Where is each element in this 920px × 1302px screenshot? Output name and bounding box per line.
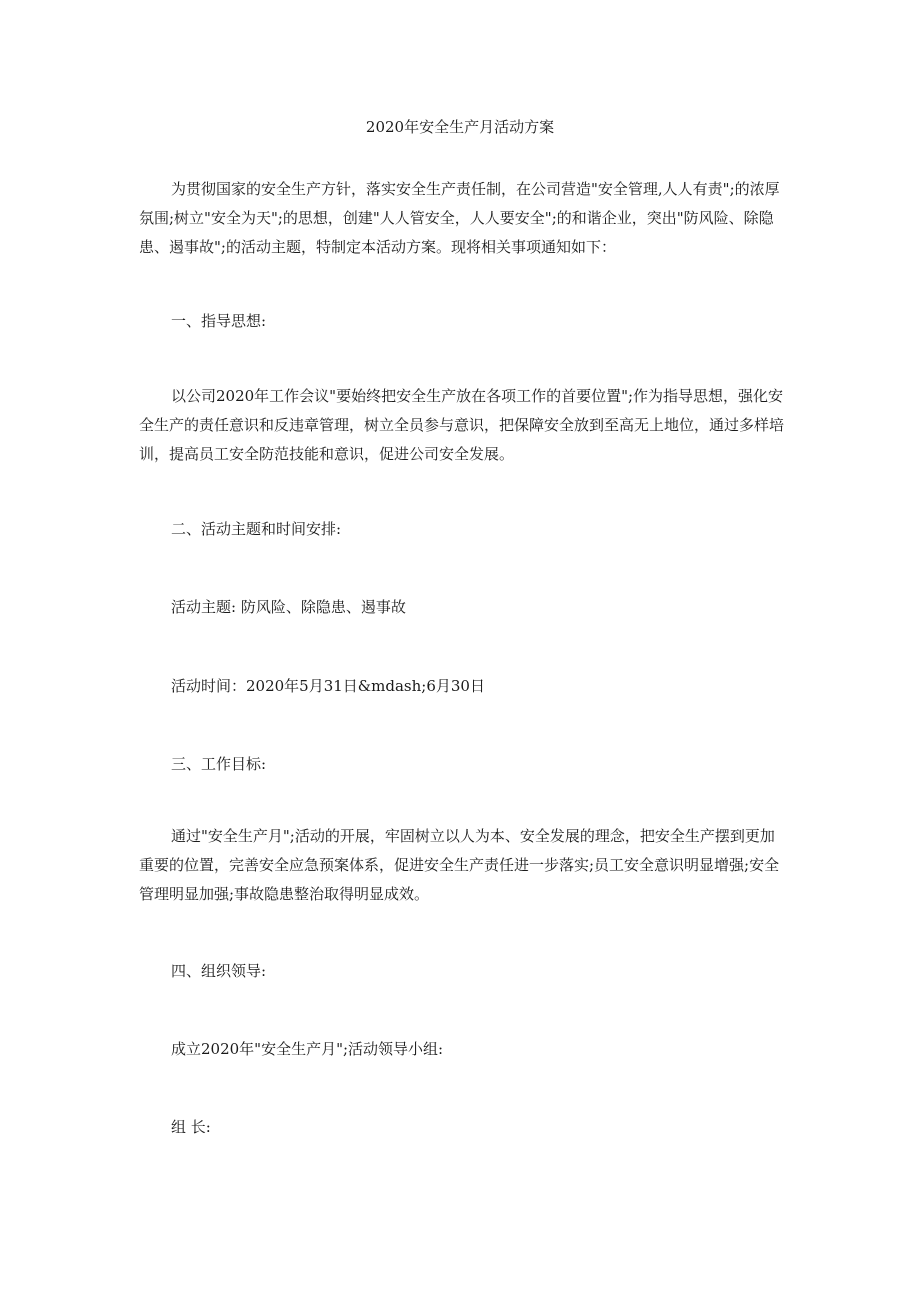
section-4-body: 成立2020年"安全生产月";活动领导小组: xyxy=(171,1040,444,1058)
section-3-body: 通过"安全生产月";活动的开展，牢固树立以人为本、安全发展的理念，把安全生产摆到更加重要的位置，完善安全应急预案体系，促进安全生产责任进一步落实;员工安全意识明显增强;安全管理明显加强;事故隐患整治取得明显成效。 xyxy=(139,827,780,903)
activity-time: 活动时间：2020年5月31日&mdash;6月30日 xyxy=(171,677,485,695)
group-leader-label: 组 长: xyxy=(171,1118,211,1136)
section-1-heading: 一、指导思想: xyxy=(171,312,267,330)
section-1-body: 以公司2020年工作会议"要始终把安全生产放在各项工作的首要位置";作为指导思想，强化安全生产的责任意识和反违章管理，树立全员参与意识，把保障安全放到至高无上地位，通过多样培训，提高员工安全防范技能和意识，促进公司安全发展。 xyxy=(139,387,785,463)
section-4-heading: 四、组织领导: xyxy=(171,962,267,980)
document-title: 2020年安全生产月活动方案 xyxy=(365,118,555,136)
activity-theme: 活动主题: 防风险、除隐患、遏事故 xyxy=(171,598,406,616)
intro-paragraph: 为贯彻国家的安全生产方针，落实安全生产责任制，在公司营造"安全管理,人人有责";的浓厚氛围;树立"安全为天";的思想，创建"人人管安全，人人要安全";的和谐企业，突出"防风险、除隐患、遏事故";的活动主题，特制定本活动方案。现将相关事项通知如下： xyxy=(139,180,780,256)
section-2-heading: 二、活动主题和时间安排: xyxy=(171,520,342,538)
section-3-heading: 三、工作目标: xyxy=(171,755,267,773)
